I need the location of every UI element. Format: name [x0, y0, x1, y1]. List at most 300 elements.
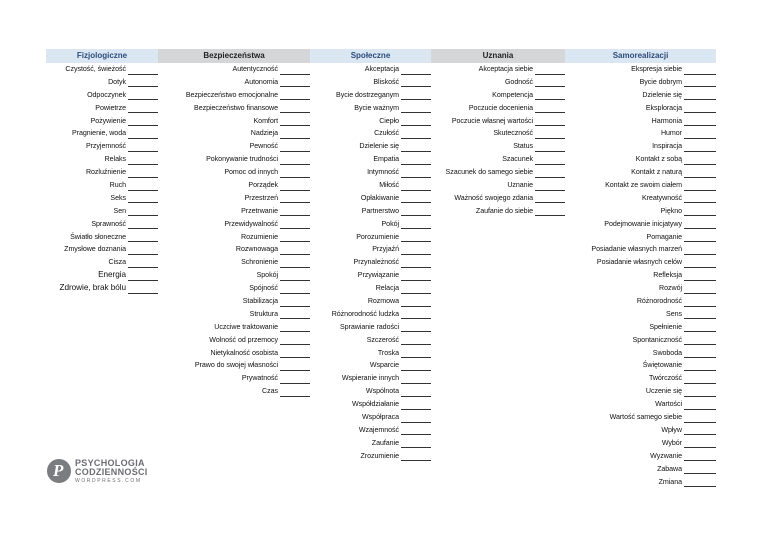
answer-blank-line[interactable]: [401, 254, 431, 255]
answer-blank-line[interactable]: [684, 383, 716, 384]
need-label: Spontaniczność: [632, 335, 682, 344]
need-label: Odpoczynek: [87, 90, 126, 99]
need-label: Wspieranie innych: [341, 374, 399, 383]
need-label: Uczciwe traktowanie: [214, 322, 278, 331]
answer-blank-line[interactable]: [535, 112, 565, 113]
answer-blank-line[interactable]: [280, 202, 310, 203]
answer-blank-line[interactable]: [401, 409, 431, 410]
answer-blank-line[interactable]: [535, 151, 565, 152]
answer-blank-line[interactable]: [128, 151, 158, 152]
need-row: [431, 63, 565, 76]
need-label: Relacja: [375, 284, 399, 293]
answer-blank-line[interactable]: [401, 164, 431, 165]
answer-blank-line[interactable]: [684, 241, 716, 242]
need-row: [310, 89, 431, 102]
need-label: Zmysłowe doznania: [64, 245, 126, 254]
need-label: Nadzieja: [250, 129, 278, 138]
answer-blank-line[interactable]: [280, 357, 310, 358]
need-label: Schronienie: [241, 258, 278, 267]
need-label: Pomaganie: [646, 232, 682, 241]
answer-blank-line[interactable]: [280, 228, 310, 229]
answer-blank-line[interactable]: [684, 151, 716, 152]
need-label: Pomoc od innych: [224, 168, 278, 177]
answer-blank-line[interactable]: [128, 267, 158, 268]
need-label: Czułość: [374, 129, 399, 138]
answer-blank-line[interactable]: [684, 164, 716, 165]
need-row: [565, 437, 716, 450]
logo-line-1: PSYCHOLOGIA: [75, 458, 145, 468]
answer-blank-line[interactable]: [280, 344, 310, 345]
need-row: [431, 179, 565, 192]
need-label: Uczenie się: [645, 387, 682, 396]
answer-blank-line[interactable]: [280, 318, 310, 319]
answer-blank-line[interactable]: [684, 331, 716, 332]
need-row: [310, 424, 431, 437]
need-row: [565, 115, 716, 128]
need-row: [565, 179, 716, 192]
answer-blank-line[interactable]: [684, 99, 716, 100]
need-label: Posiadanie własnych marzeń: [591, 245, 682, 254]
answer-blank-line[interactable]: [280, 370, 310, 371]
need-label: Eksploracja: [645, 103, 682, 112]
need-label: Godność: [504, 77, 533, 86]
need-label: Zmiana: [658, 477, 682, 486]
need-row: [158, 102, 310, 115]
answer-blank-line[interactable]: [280, 177, 310, 178]
need-label: Zrozumienie: [360, 451, 399, 460]
needs-table: [46, 49, 716, 499]
answer-blank-line[interactable]: [684, 86, 716, 87]
answer-blank-line[interactable]: [684, 202, 716, 203]
answer-blank-line[interactable]: [128, 74, 158, 75]
answer-blank-line[interactable]: [684, 306, 716, 307]
need-row: [565, 347, 716, 360]
need-row: [158, 192, 310, 205]
need-row: [310, 450, 431, 463]
need-label: Podejmowanie inicjatywy: [604, 219, 682, 228]
answer-blank-line[interactable]: [128, 138, 158, 139]
answer-blank-line[interactable]: [684, 112, 716, 113]
need-label: Współdziałanie: [351, 400, 399, 409]
need-row: [310, 179, 431, 192]
answer-blank-line[interactable]: [401, 228, 431, 229]
need-row: [46, 218, 158, 231]
logo-line-2: CODZIENNOŚCI: [75, 467, 148, 477]
answer-blank-line[interactable]: [684, 434, 716, 435]
need-label: Bycie ważnym: [354, 103, 399, 112]
need-label: Poczucie docenienia: [468, 103, 533, 112]
need-label: Ekspresja siebie: [631, 65, 682, 73]
need-row: [310, 192, 431, 205]
need-row: [565, 140, 716, 153]
answer-blank-line[interactable]: [401, 460, 431, 461]
answer-blank-line[interactable]: [684, 460, 716, 461]
need-row: [158, 359, 310, 372]
need-row: [310, 153, 431, 166]
need-row: [158, 76, 310, 89]
answer-blank-line[interactable]: [128, 164, 158, 165]
need-label: Dzielenie się: [359, 142, 399, 151]
answer-blank-line[interactable]: [684, 422, 716, 423]
answer-blank-line[interactable]: [684, 357, 716, 358]
need-label: Przestrzeń: [244, 193, 278, 202]
need-row: [310, 127, 431, 140]
need-label: Miłość: [379, 181, 399, 190]
need-label: Szczerość: [366, 335, 399, 344]
answer-blank-line[interactable]: [280, 151, 310, 152]
answer-blank-line[interactable]: [684, 190, 716, 191]
answer-blank-line[interactable]: [684, 318, 716, 319]
need-row: [46, 102, 158, 115]
need-label: Swoboda: [652, 348, 682, 357]
answer-blank-line[interactable]: [535, 202, 565, 203]
need-label: Wzajemność: [358, 425, 399, 434]
answer-blank-line[interactable]: [535, 164, 565, 165]
need-label: Intymność: [367, 168, 399, 177]
answer-blank-line[interactable]: [401, 241, 431, 242]
need-label: Przewidywalność: [224, 219, 278, 228]
answer-blank-line[interactable]: [401, 370, 431, 371]
answer-blank-line[interactable]: [280, 215, 310, 216]
answer-blank-line[interactable]: [401, 151, 431, 152]
answer-blank-line[interactable]: [684, 254, 716, 255]
need-row: [310, 243, 431, 256]
need-row: [310, 63, 431, 76]
need-row: [310, 411, 431, 424]
answer-blank-line[interactable]: [535, 86, 565, 87]
answer-blank-line[interactable]: [280, 99, 310, 100]
answer-blank-line[interactable]: [280, 125, 310, 126]
need-label: Spełnienie: [649, 322, 682, 331]
answer-blank-line[interactable]: [535, 99, 565, 100]
need-label: Wyzwanie: [650, 451, 682, 460]
need-row: [46, 76, 158, 89]
need-label: Świętowanie: [642, 361, 682, 370]
column-samorealizacji: [565, 49, 716, 488]
need-label: Rozluźnienie: [85, 168, 126, 177]
answer-blank-line[interactable]: [401, 396, 431, 397]
answer-blank-line[interactable]: [684, 293, 716, 294]
answer-blank-line[interactable]: [128, 241, 158, 242]
need-row: [158, 153, 310, 166]
need-label: Komfort: [253, 116, 278, 125]
answer-blank-line[interactable]: [401, 306, 431, 307]
answer-blank-line[interactable]: [128, 202, 158, 203]
answer-blank-line[interactable]: [401, 422, 431, 423]
need-row: [310, 115, 431, 128]
need-label: Bliskość: [373, 77, 399, 86]
need-label: Światło słoneczne: [70, 232, 126, 241]
need-row: [565, 321, 716, 334]
answer-blank-line[interactable]: [280, 280, 310, 281]
answer-blank-line[interactable]: [401, 293, 431, 294]
need-label: Pragnienie, woda: [71, 129, 126, 138]
answer-blank-line[interactable]: [128, 190, 158, 191]
need-label: Sprawność: [91, 219, 126, 228]
answer-blank-line[interactable]: [684, 280, 716, 281]
need-label: Partnerstwo: [361, 206, 399, 215]
column-header: Społeczne: [310, 49, 431, 63]
need-row: [46, 63, 158, 76]
answer-blank-line[interactable]: [401, 177, 431, 178]
need-row: [310, 205, 431, 218]
need-row: [565, 192, 716, 205]
need-row: [565, 398, 716, 411]
answer-blank-line[interactable]: [401, 331, 431, 332]
need-row: [46, 192, 158, 205]
answer-blank-line[interactable]: [401, 215, 431, 216]
answer-blank-line[interactable]: [401, 280, 431, 281]
need-label: Prywatność: [241, 374, 278, 383]
answer-blank-line[interactable]: [535, 215, 565, 216]
need-label: Troska: [377, 348, 399, 357]
need-row: [565, 411, 716, 424]
answer-blank-line[interactable]: [401, 344, 431, 345]
need-row: [565, 450, 716, 463]
answer-blank-line[interactable]: [280, 254, 310, 255]
answer-blank-line[interactable]: [280, 74, 310, 75]
need-label: Refleksja: [653, 271, 682, 280]
need-label: Opłakiwanie: [360, 193, 399, 202]
need-label: Przetrwanie: [241, 206, 278, 215]
need-label: Kontakt z sobą: [635, 155, 682, 164]
need-label: Porządek: [248, 181, 278, 190]
need-label: Wolność od przemocy: [209, 335, 278, 344]
column-header: Samorealizacji: [565, 49, 716, 63]
need-label: Stabilizacja: [242, 297, 278, 306]
answer-blank-line[interactable]: [535, 177, 565, 178]
need-row: [431, 76, 565, 89]
need-label: Struktura: [249, 309, 278, 318]
answer-blank-line[interactable]: [535, 190, 565, 191]
answer-blank-line[interactable]: [128, 177, 158, 178]
need-row: [565, 63, 716, 76]
answer-blank-line[interactable]: [280, 331, 310, 332]
need-label: Szacunek: [502, 155, 533, 164]
need-row: [565, 385, 716, 398]
need-row: [431, 153, 565, 166]
answer-blank-line[interactable]: [401, 138, 431, 139]
need-label: Sen: [113, 206, 126, 215]
column-spoleczne: [310, 49, 431, 463]
need-row: [431, 89, 565, 102]
answer-blank-line[interactable]: [684, 409, 716, 410]
answer-blank-line[interactable]: [128, 112, 158, 113]
need-label: Sprawianie radości: [339, 322, 399, 331]
need-row: [158, 179, 310, 192]
answer-blank-line[interactable]: [280, 138, 310, 139]
need-label: Rozwój: [659, 284, 682, 293]
answer-blank-line[interactable]: [280, 383, 310, 384]
need-row: [565, 102, 716, 115]
answer-blank-line[interactable]: [401, 112, 431, 113]
need-label: Sens: [666, 309, 682, 318]
answer-blank-line[interactable]: [280, 267, 310, 268]
need-row: [158, 205, 310, 218]
psychologia-codziennosci-logo: [47, 458, 167, 490]
need-row: [565, 76, 716, 89]
need-row: [158, 282, 310, 295]
need-row: [46, 243, 158, 256]
answer-blank-line[interactable]: [280, 164, 310, 165]
answer-blank-line[interactable]: [128, 125, 158, 126]
answer-blank-line[interactable]: [128, 280, 158, 281]
need-row: [158, 89, 310, 102]
need-row: [431, 140, 565, 153]
answer-blank-line[interactable]: [684, 396, 716, 397]
need-label: Energia: [98, 270, 126, 280]
answer-blank-line[interactable]: [280, 112, 310, 113]
need-label: Kreatywność: [641, 193, 682, 202]
need-label: Empatia: [373, 155, 399, 164]
need-label: Rozwnowaga: [235, 245, 278, 254]
need-label: Relaks: [104, 155, 126, 164]
logo-line-3: WORDPRESS.COM: [75, 478, 142, 484]
need-row: [565, 476, 716, 489]
answer-blank-line[interactable]: [128, 99, 158, 100]
need-label: Akceptacja siebie: [478, 65, 533, 73]
need-label: Posiadanie własnych celów: [596, 258, 682, 267]
need-row: [310, 140, 431, 153]
answer-blank-line[interactable]: [684, 486, 716, 487]
answer-blank-line[interactable]: [401, 74, 431, 75]
need-label: Różnorodność ludzka: [331, 309, 399, 318]
answer-blank-line[interactable]: [128, 215, 158, 216]
answer-blank-line[interactable]: [684, 74, 716, 75]
answer-blank-line[interactable]: [401, 86, 431, 87]
need-row: [158, 334, 310, 347]
answer-blank-line[interactable]: [280, 396, 310, 397]
need-label: Twórczość: [648, 374, 682, 383]
need-row: [431, 166, 565, 179]
answer-blank-line[interactable]: [401, 447, 431, 448]
need-label: Poczucie własnej wartości: [451, 116, 533, 125]
need-label: Harmonia: [651, 116, 682, 125]
answer-blank-line[interactable]: [128, 228, 158, 229]
need-row: [310, 102, 431, 115]
answer-blank-line[interactable]: [684, 125, 716, 126]
need-label: Zdrowie, brak bólu: [59, 283, 126, 293]
need-label: Ciepło: [379, 116, 399, 125]
answer-blank-line[interactable]: [280, 306, 310, 307]
answer-blank-line[interactable]: [684, 267, 716, 268]
need-label: Nietykalność osobista: [210, 348, 278, 357]
need-row: [431, 115, 565, 128]
need-row: [310, 282, 431, 295]
need-label: Czystość, świeżość: [65, 65, 126, 73]
answer-blank-line[interactable]: [535, 74, 565, 75]
answer-blank-line[interactable]: [280, 190, 310, 191]
need-label: Rozmowa: [367, 297, 399, 306]
need-row: [565, 231, 716, 244]
need-label: Bycie dostrzeganym: [336, 90, 399, 99]
need-label: Piękno: [660, 206, 682, 215]
answer-blank-line[interactable]: [684, 228, 716, 229]
answer-blank-line[interactable]: [280, 241, 310, 242]
answer-blank-line[interactable]: [128, 293, 158, 294]
need-label: Cisza: [108, 258, 126, 267]
answer-blank-line[interactable]: [128, 254, 158, 255]
answer-blank-line[interactable]: [401, 190, 431, 191]
need-row: [46, 282, 158, 295]
need-row: [46, 127, 158, 140]
answer-blank-line[interactable]: [401, 202, 431, 203]
need-row: [565, 127, 716, 140]
need-label: Wsparcie: [369, 361, 399, 370]
need-label: Czas: [262, 387, 278, 396]
logo-mark-icon: P: [47, 459, 71, 483]
need-row: [310, 385, 431, 398]
answer-blank-line[interactable]: [401, 125, 431, 126]
column-bezpieczenstwa: [158, 49, 310, 398]
need-row: [565, 243, 716, 256]
need-row: [158, 166, 310, 179]
need-label: Przyjaźń: [372, 245, 399, 254]
need-label: Współpraca: [362, 413, 399, 422]
answer-blank-line[interactable]: [535, 138, 565, 139]
need-row: [310, 166, 431, 179]
need-row: [158, 347, 310, 360]
answer-blank-line[interactable]: [401, 318, 431, 319]
answer-blank-line[interactable]: [128, 86, 158, 87]
answer-blank-line[interactable]: [401, 434, 431, 435]
need-row: [46, 115, 158, 128]
answer-blank-line[interactable]: [684, 177, 716, 178]
need-row: [565, 359, 716, 372]
need-row: [565, 205, 716, 218]
answer-blank-line[interactable]: [684, 215, 716, 216]
need-label: Bycie dobrym: [639, 77, 682, 86]
need-row: [565, 256, 716, 269]
answer-blank-line[interactable]: [535, 125, 565, 126]
need-label: Pewność: [249, 142, 278, 151]
need-row: [565, 334, 716, 347]
answer-blank-line[interactable]: [401, 267, 431, 268]
need-row: [565, 218, 716, 231]
column-header: Bezpieczeństwa: [158, 49, 310, 63]
answer-blank-line[interactable]: [280, 86, 310, 87]
need-row: [310, 372, 431, 385]
answer-blank-line[interactable]: [684, 447, 716, 448]
need-row: [565, 153, 716, 166]
answer-blank-line[interactable]: [684, 370, 716, 371]
answer-blank-line[interactable]: [401, 383, 431, 384]
answer-blank-line[interactable]: [401, 357, 431, 358]
need-row: [46, 140, 158, 153]
need-row: [431, 102, 565, 115]
need-row: [158, 115, 310, 128]
need-label: Spójność: [249, 284, 278, 293]
need-label: Dzielenie się: [642, 90, 682, 99]
answer-blank-line[interactable]: [280, 293, 310, 294]
need-label: Pożywienie: [90, 116, 126, 125]
answer-blank-line[interactable]: [684, 473, 716, 474]
answer-blank-line[interactable]: [684, 344, 716, 345]
need-row: [158, 243, 310, 256]
need-row: [158, 256, 310, 269]
need-label: Różnorodność: [636, 297, 682, 306]
need-row: [46, 166, 158, 179]
need-label: Szacunek do samego siebie: [445, 168, 533, 177]
need-row: [310, 76, 431, 89]
need-label: Przywiązanie: [357, 271, 399, 280]
need-label: Pokój: [381, 219, 399, 228]
answer-blank-line[interactable]: [684, 138, 716, 139]
need-label: Kontakt ze swoim ciałem: [605, 181, 682, 190]
need-label: Porozumienie: [356, 232, 399, 241]
column-fizjologiczne: [46, 49, 158, 295]
answer-blank-line[interactable]: [401, 99, 431, 100]
